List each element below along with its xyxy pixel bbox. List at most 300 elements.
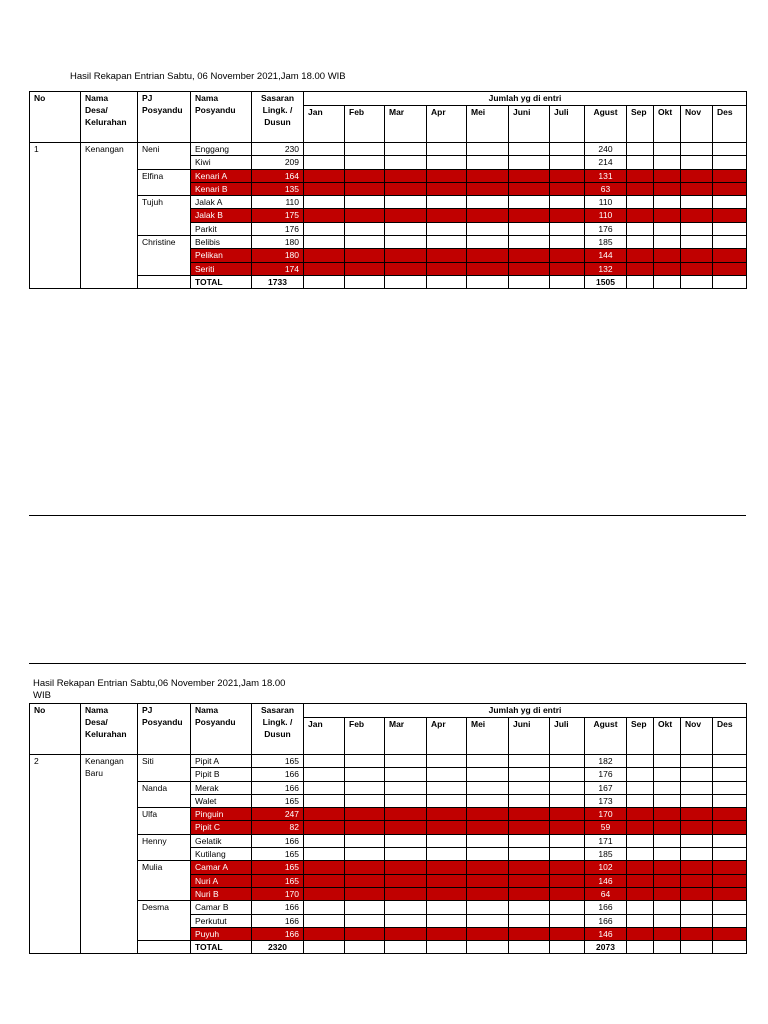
header-month-feb: Feb [345,106,385,143]
month-cell [654,222,681,235]
month-cell [654,794,681,807]
month-cell [304,249,345,262]
month-cell [345,941,385,954]
pj-name: Mulia [138,861,191,901]
month-cell [681,755,713,768]
month-cell [713,874,747,887]
sasaran-value: 110 [252,196,304,209]
month-cell [681,941,713,954]
month-cell [304,821,345,834]
pj-name: Desma [138,901,191,941]
posyandu-name: Camar B [191,901,252,914]
month-cell [627,848,654,861]
header-month-jan: Jan [304,106,345,143]
month-cell [304,169,345,182]
month-cell [385,156,427,169]
month-cell [385,874,427,887]
agust-value: 132 [585,262,627,275]
agust-value: 167 [585,781,627,794]
month-cell [550,914,585,927]
sasaran-value: 165 [252,794,304,807]
month-cell [627,182,654,195]
agust-value: 131 [585,169,627,182]
month-cell [467,755,509,768]
month-cell [550,941,585,954]
month-cell [654,927,681,940]
header-month-juni: Juni [509,106,550,143]
month-cell [550,169,585,182]
month-cell [681,156,713,169]
month-cell [713,768,747,781]
month-cell [509,834,550,847]
month-cell [627,861,654,874]
month-cell [345,275,385,288]
sasaran-value: 165 [252,848,304,861]
sasaran-value: 176 [252,222,304,235]
header-month-mei: Mei [467,718,509,755]
table-row [30,169,747,182]
month-cell [550,861,585,874]
month-cell [654,249,681,262]
month-cell [345,262,385,275]
month-cell [681,874,713,887]
month-cell [467,887,509,900]
month-cell [681,275,713,288]
month-cell [385,249,427,262]
month-cell [550,236,585,249]
month-cell [627,821,654,834]
month-cell [654,861,681,874]
month-cell [654,874,681,887]
table-row [30,236,747,249]
agust-value: 176 [585,222,627,235]
table-row [30,143,747,156]
month-cell [345,209,385,222]
month-cell [345,182,385,195]
agust-value: 64 [585,887,627,900]
month-cell [681,196,713,209]
total-row [30,275,747,288]
month-cell [550,209,585,222]
month-cell [467,196,509,209]
total-pj-empty [138,941,191,954]
month-cell [654,901,681,914]
posyandu-name: Pipit A [191,755,252,768]
agust-value: 59 [585,821,627,834]
month-cell [467,169,509,182]
month-cell [427,222,467,235]
month-cell [427,874,467,887]
month-cell [385,794,427,807]
header-jumlah: Jumlah yg di entri [304,704,747,718]
month-cell [550,196,585,209]
posyandu-name: Pinguin [191,808,252,821]
month-cell [385,275,427,288]
month-cell [427,861,467,874]
month-cell [304,209,345,222]
month-cell [550,262,585,275]
month-cell [550,781,585,794]
month-cell [427,262,467,275]
sasaran-value: 165 [252,755,304,768]
month-cell [509,143,550,156]
month-cell [467,156,509,169]
agust-value: 185 [585,848,627,861]
agust-value: 214 [585,156,627,169]
month-cell [427,143,467,156]
month-cell [550,821,585,834]
month-cell [550,249,585,262]
agust-value: 173 [585,794,627,807]
month-cell [385,196,427,209]
month-cell [385,182,427,195]
total-label: TOTAL [191,941,252,954]
recap-table-2 [29,703,747,954]
month-cell [713,196,747,209]
header-no: No [30,704,81,755]
month-cell [427,927,467,940]
month-cell [509,182,550,195]
month-cell [304,861,345,874]
month-cell [345,794,385,807]
month-cell [509,887,550,900]
table-1-caption: Hasil Rekapan Entrian Sabtu, 06 November 2021,Jam 18.00 WIB [70,71,346,82]
month-cell [550,143,585,156]
month-cell [509,768,550,781]
sasaran-value: 165 [252,874,304,887]
month-cell [385,914,427,927]
month-cell [627,874,654,887]
month-cell [654,821,681,834]
month-cell [654,781,681,794]
month-cell [467,914,509,927]
month-cell [550,222,585,235]
month-cell [427,887,467,900]
posyandu-name: Kutilang [191,848,252,861]
month-cell [345,927,385,940]
month-cell [654,143,681,156]
month-cell [713,249,747,262]
sasaran-value: 180 [252,249,304,262]
total-agust: 1505 [585,275,627,288]
month-cell [509,236,550,249]
month-cell [345,768,385,781]
month-cell [550,887,585,900]
month-cell [681,182,713,195]
total-sasaran: 2320 [252,941,304,954]
header-month-des: Des [713,106,747,143]
sasaran-value: 170 [252,887,304,900]
posyandu-name: Nuri A [191,874,252,887]
header-jumlah: Jumlah yg di entri [304,92,747,106]
month-cell [304,143,345,156]
month-cell [713,834,747,847]
month-cell [654,275,681,288]
month-cell [509,196,550,209]
month-cell [681,927,713,940]
month-cell [627,941,654,954]
month-cell [427,821,467,834]
agust-value: 240 [585,143,627,156]
pj-name: Neni [138,143,191,170]
month-cell [385,861,427,874]
month-cell [427,941,467,954]
posyandu-name: Enggang [191,143,252,156]
total-sasaran: 1733 [252,275,304,288]
month-cell [627,196,654,209]
month-cell [627,236,654,249]
month-cell [304,755,345,768]
month-cell [550,275,585,288]
month-cell [304,927,345,940]
header-month-okt: Okt [654,718,681,755]
header-sasaran: Sasaran Lingk. / Dusun [252,704,304,755]
month-cell [654,914,681,927]
month-cell [713,808,747,821]
month-cell [427,249,467,262]
header-month-feb: Feb [345,718,385,755]
month-cell [713,209,747,222]
month-cell [427,275,467,288]
month-cell [304,874,345,887]
month-cell [550,182,585,195]
month-cell [304,941,345,954]
posyandu-name: Pelikan [191,249,252,262]
month-cell [654,236,681,249]
month-cell [345,874,385,887]
posyandu-name: Pipit C [191,821,252,834]
month-cell [467,821,509,834]
row-desa: Kenangan [81,143,138,289]
month-cell [509,927,550,940]
month-cell [467,861,509,874]
month-cell [681,914,713,927]
table-row [30,834,747,847]
month-cell [627,914,654,927]
month-cell [385,236,427,249]
month-cell [654,156,681,169]
month-cell [427,781,467,794]
month-cell [427,794,467,807]
month-cell [713,236,747,249]
month-cell [304,196,345,209]
month-cell [385,781,427,794]
month-cell [509,874,550,887]
month-cell [345,222,385,235]
header-month-des: Des [713,718,747,755]
month-cell [713,156,747,169]
table-row [30,781,747,794]
month-cell [681,169,713,182]
month-cell [713,182,747,195]
month-cell [467,874,509,887]
month-cell [304,834,345,847]
month-cell [304,236,345,249]
month-cell [509,249,550,262]
sasaran-value: 164 [252,169,304,182]
month-cell [345,236,385,249]
month-cell [509,914,550,927]
month-cell [385,901,427,914]
month-cell [427,156,467,169]
month-cell [509,861,550,874]
posyandu-name: Walet [191,794,252,807]
month-cell [654,848,681,861]
table-row [30,808,747,821]
posyandu-name: Pipit B [191,768,252,781]
month-cell [345,196,385,209]
month-cell [681,209,713,222]
agust-value: 182 [585,755,627,768]
agust-value: 166 [585,914,627,927]
month-cell [654,834,681,847]
month-cell [713,927,747,940]
table-row [30,901,747,914]
month-cell [627,768,654,781]
month-cell [345,249,385,262]
month-cell [627,169,654,182]
sasaran-value: 209 [252,156,304,169]
month-cell [681,143,713,156]
month-cell [681,901,713,914]
sasaran-value: 175 [252,209,304,222]
month-cell [681,848,713,861]
month-cell [654,169,681,182]
month-cell [550,794,585,807]
month-cell [627,808,654,821]
month-cell [304,262,345,275]
header-month-sep: Sep [627,718,654,755]
month-cell [304,768,345,781]
posyandu-name: Kiwi [191,156,252,169]
header-month-nov: Nov [681,106,713,143]
month-cell [713,821,747,834]
table-row [30,861,747,874]
month-cell [345,861,385,874]
month-cell [509,808,550,821]
sasaran-value: 174 [252,262,304,275]
month-cell [509,901,550,914]
sasaran-value: 230 [252,143,304,156]
month-cell [467,143,509,156]
posyandu-name: Jalak A [191,196,252,209]
header-no: No [30,92,81,143]
sasaran-value: 135 [252,182,304,195]
month-cell [304,808,345,821]
posyandu-name: Perkutut [191,914,252,927]
month-cell [427,236,467,249]
pj-name: Elfina [138,169,191,196]
agust-value: 110 [585,209,627,222]
month-cell [467,768,509,781]
posyandu-name: Seriti [191,262,252,275]
month-cell [427,169,467,182]
month-cell [550,156,585,169]
agust-value: 171 [585,834,627,847]
month-cell [654,887,681,900]
month-cell [427,755,467,768]
month-cell [654,941,681,954]
month-cell [345,808,385,821]
month-cell [681,861,713,874]
month-cell [550,755,585,768]
month-cell [467,808,509,821]
month-cell [304,222,345,235]
month-cell [385,821,427,834]
header-row [30,704,747,718]
month-cell [345,755,385,768]
header-month-mar: Mar [385,106,427,143]
month-cell [713,941,747,954]
month-cell [304,914,345,927]
month-cell [427,182,467,195]
pj-name: Siti [138,755,191,782]
month-cell [509,941,550,954]
month-cell [427,768,467,781]
header-month-juli: Juli [550,106,585,143]
header-month-jan: Jan [304,718,345,755]
month-cell [627,781,654,794]
posyandu-name: Jalak B [191,209,252,222]
month-cell [550,927,585,940]
month-cell [627,901,654,914]
agust-value: 63 [585,182,627,195]
month-cell [713,262,747,275]
month-cell [681,794,713,807]
month-cell [627,794,654,807]
month-cell [467,209,509,222]
month-cell [385,768,427,781]
month-cell [713,275,747,288]
month-cell [427,196,467,209]
month-cell [345,169,385,182]
header-month-apr: Apr [427,106,467,143]
row-no: 1 [30,143,81,289]
sasaran-value: 180 [252,236,304,249]
total-pj-empty [138,275,191,288]
header-month-apr: Apr [427,718,467,755]
month-cell [509,156,550,169]
month-cell [467,249,509,262]
month-cell [627,209,654,222]
month-cell [385,927,427,940]
posyandu-name: Nuri B [191,887,252,900]
header-month-mei: Mei [467,106,509,143]
sasaran-value: 165 [252,861,304,874]
header-pj: PJ Posyandu [138,704,191,755]
month-cell [550,768,585,781]
month-cell [654,808,681,821]
month-cell [345,848,385,861]
header-desa: Nama Desa/ Kelurahan [81,704,138,755]
total-agust: 2073 [585,941,627,954]
month-cell [713,143,747,156]
sasaran-value: 166 [252,834,304,847]
month-cell [345,887,385,900]
month-cell [550,848,585,861]
posyandu-name: Belibis [191,236,252,249]
posyandu-name: Camar A [191,861,252,874]
month-cell [681,768,713,781]
month-cell [713,222,747,235]
month-cell [427,914,467,927]
posyandu-name: Gelatik [191,834,252,847]
header-desa: Nama Desa/ Kelurahan [81,92,138,143]
month-cell [467,901,509,914]
header-month-sep: Sep [627,106,654,143]
month-cell [509,209,550,222]
table-row [30,196,747,209]
